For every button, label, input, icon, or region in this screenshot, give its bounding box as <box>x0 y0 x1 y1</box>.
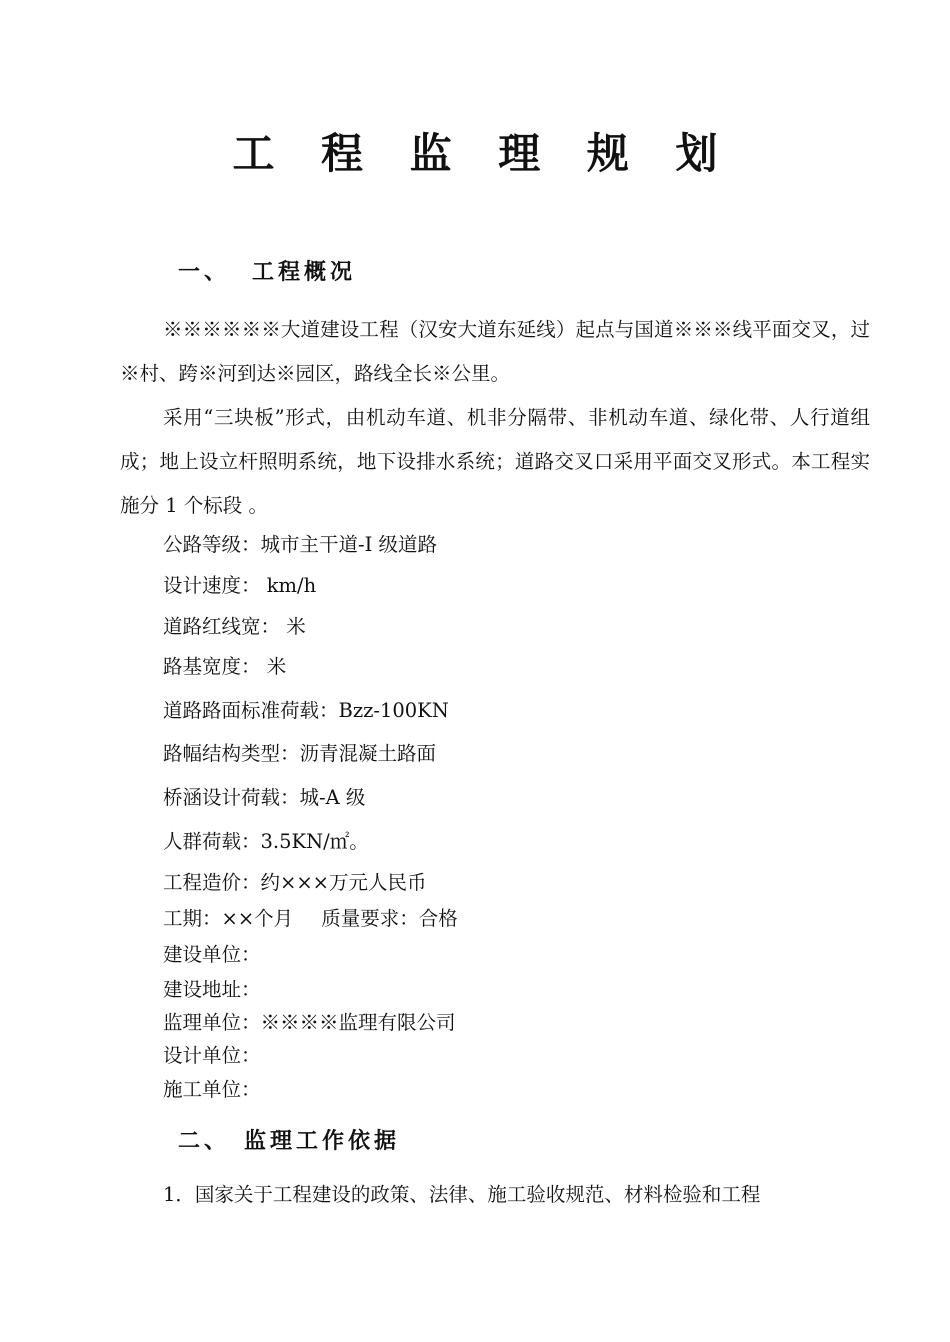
overview-paragraph-1: ※※※※※※大道建设工程（汉安大道东延线）起点与国道※※※线平面交叉，过※村、跨※河到达※园区，路线全长※公里。 <box>120 318 870 385</box>
construction-address: 建设地址： <box>163 978 261 1001</box>
design-unit: 设计单位： <box>163 1044 261 1067</box>
overview-paragraph-2: 采用“三块板”形式，由机动车道、机非分隔带、非机动车道、绿化带、人行道组成；地上设立杆照明系统，地下设排水系统；道路交叉口采用平面交叉形式。本工程实施分 1 个标段 。 <box>120 406 870 517</box>
supervisor-unit: 监理单位：※※※※监理有限公司 <box>163 1011 456 1034</box>
duration-quality-line <box>163 904 458 934</box>
red-line-width: 道路红线宽： 米 <box>163 615 306 638</box>
contractor-unit: 施工单位： <box>163 1078 261 1101</box>
section-number: 一、 <box>178 260 231 285</box>
project-cost: 工程造价：约×××万元人民币 <box>163 871 427 894</box>
design-speed: 设计速度： km/h <box>163 574 317 597</box>
document-title: 工 程 监 理 规 划 <box>232 129 734 178</box>
subgrade-width: 路基宽度： 米 <box>163 655 287 678</box>
standard-load: 道路路面标准荷载：Bzz-100KN <box>163 699 449 722</box>
quality-requirement: 质量要求：合格 <box>321 907 458 930</box>
section-number: 二、 <box>178 1129 231 1154</box>
bridge-load: 桥涵设计荷载：城-A 级 <box>163 786 366 809</box>
project-duration: 工期：××个月 <box>163 907 294 930</box>
section-heading-basis <box>178 1127 400 1157</box>
section-title: 工程概况 <box>252 260 357 285</box>
crowd-load: 人群荷载：3.5KN/㎡。 <box>163 830 369 853</box>
basis-item-1: 1．国家关于工程建设的政策、法律、施工验收规范、材料检验和工程 <box>163 1183 761 1206</box>
section-title: 监理工作依据 <box>244 1129 401 1154</box>
road-grade: 公路等级：城市主干道-I 级道路 <box>163 533 437 556</box>
section-heading-overview <box>178 258 356 288</box>
pavement-type: 路幅结构类型：沥青混凝土路面 <box>163 742 437 765</box>
owner-unit: 建设单位： <box>163 943 261 966</box>
